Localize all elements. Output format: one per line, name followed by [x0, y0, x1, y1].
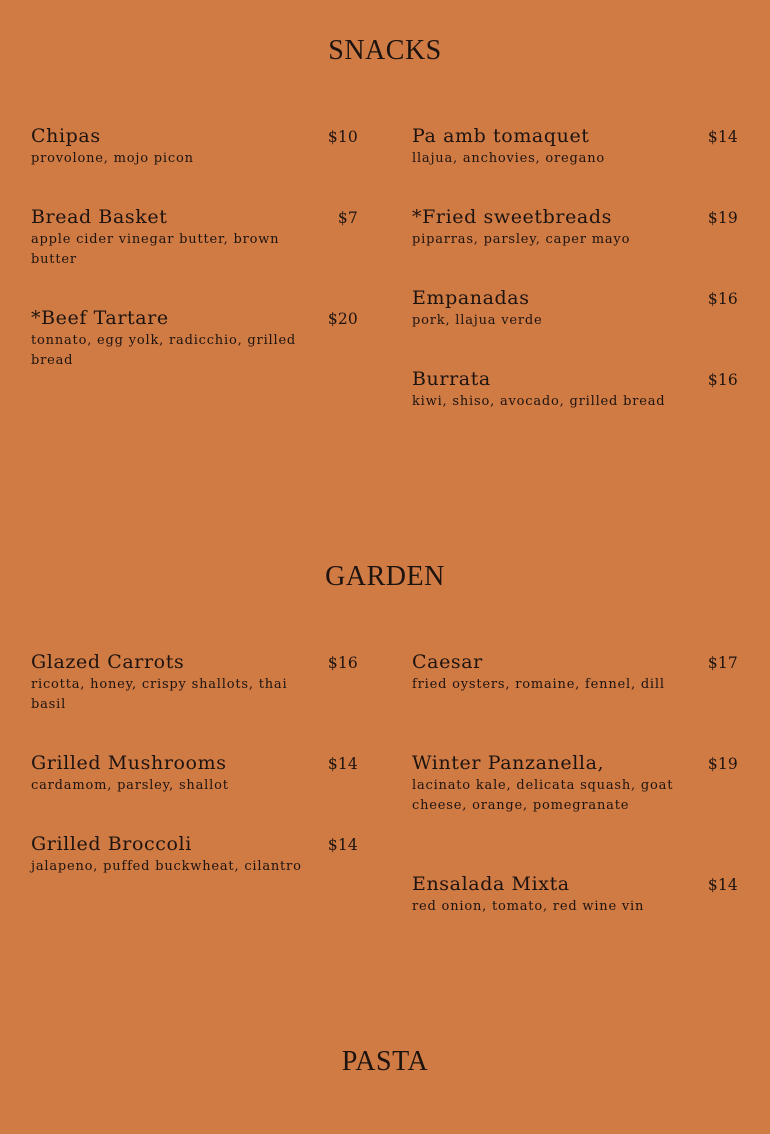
item-description: provolone, mojo picon: [31, 151, 194, 166]
item-name: Winter Panzanella,: [412, 752, 605, 774]
item-name: Glazed Carrots: [31, 651, 185, 673]
menu-item-glazed-carrots: [31, 651, 358, 715]
menu-item-grilled-mushrooms: [31, 752, 358, 796]
item-description: llajua, anchovies, oregano: [412, 151, 606, 166]
item-name: Grilled Broccoli: [31, 833, 192, 855]
menu-item-empanadas: [412, 287, 738, 331]
item-price: $14: [707, 876, 738, 894]
section-title-pasta: PASTA: [341, 1046, 429, 1077]
menu-item-bread-basket: [31, 206, 358, 270]
item-description: tonnato, egg yolk, radicchio, grilled bread: [31, 333, 297, 368]
menu-item-beef-tartare: [31, 307, 358, 371]
menu-item-caesar: [412, 651, 738, 695]
item-price: $7: [337, 209, 358, 227]
item-price: $14: [327, 836, 358, 854]
item-description: pork, llajua verde: [412, 313, 543, 328]
item-price: $19: [707, 755, 738, 773]
item-name: *Beef Tartare: [31, 307, 169, 329]
menu-item-burrata: [412, 368, 738, 412]
item-name: Chipas: [31, 125, 101, 147]
menu-item-pa-amb-tomaquet: [412, 125, 738, 169]
item-name: Ensalada Mixta: [412, 873, 570, 895]
menu-item-ensalada-mixta: [412, 873, 738, 917]
section-title-snacks: SNACKS: [328, 35, 442, 66]
menu-item-chipas: [31, 125, 358, 169]
item-price: $14: [707, 128, 738, 146]
item-description: apple cider vinegar butter, brown butter: [31, 232, 280, 267]
item-description: jalapeno, puffed buckwheat, cilantro: [31, 859, 302, 874]
item-description: cardamom, parsley, shallot: [31, 778, 229, 793]
item-price: $16: [327, 654, 358, 672]
menu-item-winter-panzanella: [412, 752, 738, 816]
item-description: kiwi, shiso, avocado, grilled bread: [412, 394, 666, 409]
item-name: Caesar: [412, 651, 483, 673]
section-title-garden: GARDEN: [325, 561, 445, 592]
item-price: $20: [327, 310, 358, 328]
item-description: piparras, parsley, caper mayo: [412, 232, 631, 247]
menu-item-grilled-broccoli: [31, 833, 358, 877]
item-name: Grilled Mushrooms: [31, 752, 227, 774]
item-price: $19: [707, 209, 738, 227]
item-description: lacinato kale, delicata squash, goat cheese, orange, pomegranate: [412, 778, 674, 813]
item-description: fried oysters, romaine, fennel, dill: [412, 677, 665, 692]
item-price: $16: [707, 290, 738, 308]
item-description: ricotta, honey, crispy shallots, thai basil: [31, 677, 288, 712]
menu-item-fried-sweetbreads: [412, 206, 738, 250]
item-name: *Fried sweetbreads: [412, 206, 612, 228]
item-price: $17: [707, 654, 738, 672]
item-name: Empanadas: [412, 287, 530, 309]
item-price: $10: [327, 128, 358, 146]
item-name: Burrata: [412, 368, 491, 390]
item-name: Bread Basket: [31, 206, 168, 228]
item-name: Pa amb tomaquet: [412, 125, 590, 147]
item-price: $14: [327, 755, 358, 773]
item-price: $16: [707, 371, 738, 389]
item-description: red onion, tomato, red wine vin: [412, 899, 645, 914]
